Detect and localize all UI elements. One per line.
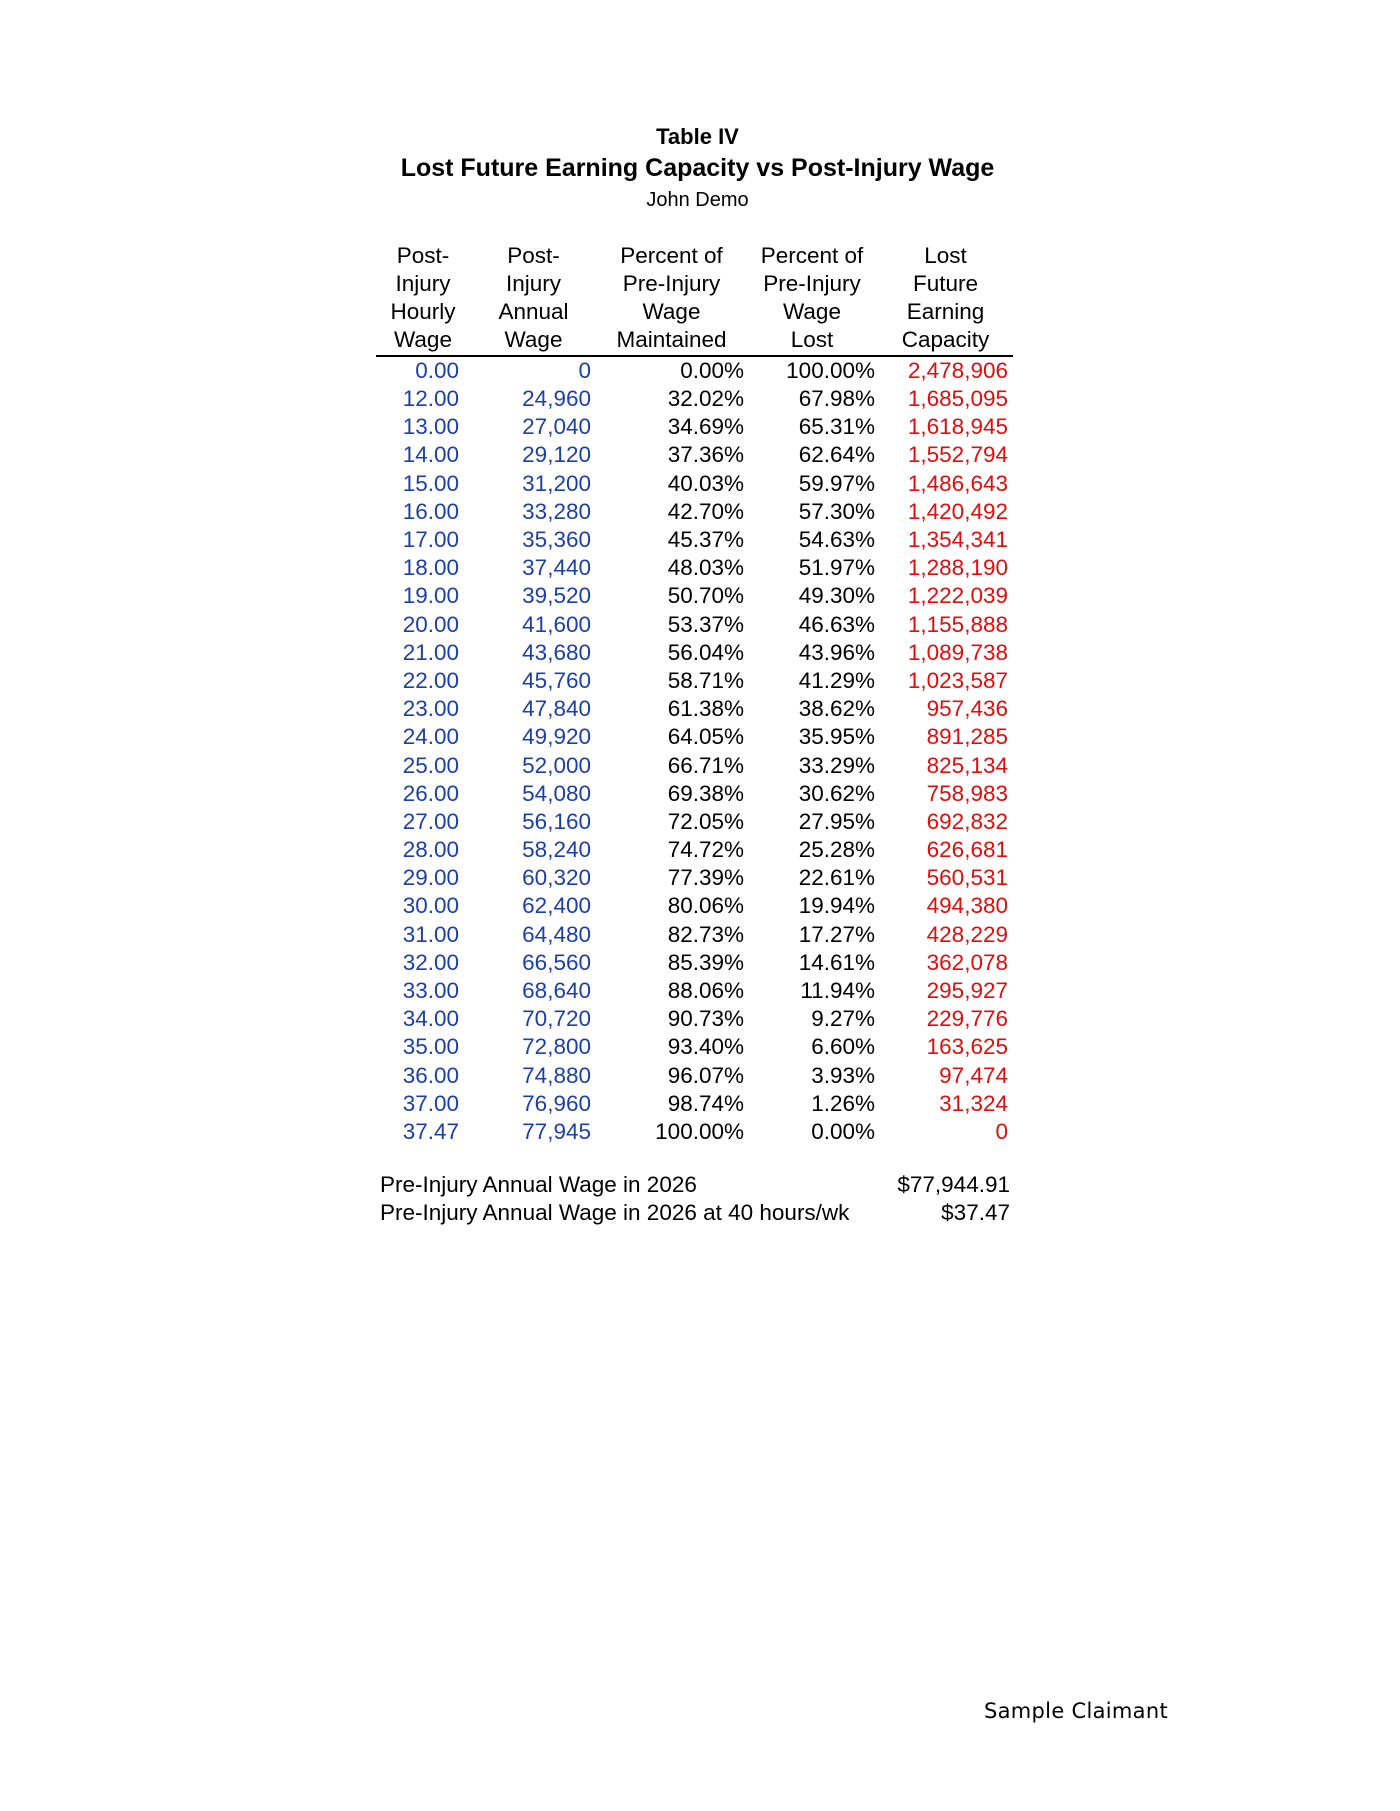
cell-percent-lost: 6.60%	[811, 1034, 875, 1060]
cell-annual-wage: 45,760	[522, 667, 591, 693]
cell-lost-capacity: 626,681	[926, 837, 1008, 863]
cell-percent-maintained: 0.00%	[680, 358, 744, 383]
cell-hourly-wage: 27.00	[402, 808, 459, 834]
cell-hourly-wage: 0.00	[415, 358, 459, 383]
column-header-line: Lost	[790, 327, 834, 352]
cell-percent-lost: 67.98%	[798, 386, 875, 412]
cell-lost-capacity: 1,354,341	[907, 527, 1008, 553]
cell-percent-lost: 51.97%	[798, 555, 875, 581]
cell-annual-wage: 39,520	[522, 583, 591, 609]
cell-percent-lost: 19.94%	[798, 893, 875, 919]
table-row	[376, 780, 1013, 808]
cell-hourly-wage: 14.00	[402, 442, 459, 468]
cell-annual-wage: 58,240	[522, 837, 591, 863]
column-header-annual-wage	[470, 242, 597, 356]
cell-hourly-wage: 20.00	[402, 611, 459, 637]
cell-hourly-wage: 12.00	[402, 386, 459, 412]
column-header-line: Future	[912, 271, 979, 296]
cell-percent-maintained: 90.73%	[667, 1006, 744, 1032]
cell-lost-capacity: 692,832	[926, 808, 1008, 834]
column-header-line: Wage	[504, 327, 563, 352]
cell-percent-lost: 57.30%	[798, 498, 875, 524]
cell-percent-maintained: 53.37%	[667, 611, 744, 637]
cell-lost-capacity: 31,324	[939, 1090, 1008, 1116]
column-header-line: Maintained	[616, 327, 727, 352]
cell-percent-lost: 33.29%	[798, 752, 875, 778]
cell-percent-lost: 54.63%	[798, 527, 875, 553]
table-row	[376, 356, 1013, 385]
table-row	[376, 1062, 1013, 1090]
cell-percent-lost: 41.29%	[798, 667, 875, 693]
cell-annual-wage: 27,040	[522, 414, 591, 440]
cell-percent-maintained: 88.06%	[667, 978, 744, 1004]
cell-annual-wage: 24,960	[522, 386, 591, 412]
cell-percent-lost: 14.61%	[798, 949, 875, 975]
cell-annual-wage: 43,680	[522, 639, 591, 665]
cell-lost-capacity: 1,089,738	[907, 639, 1008, 665]
column-header-line: Lost	[924, 243, 967, 268]
cell-percent-maintained: 48.03%	[667, 555, 744, 581]
table-row	[376, 751, 1013, 779]
cell-percent-maintained: 56.04%	[667, 639, 744, 665]
cell-percent-lost: 1.26%	[811, 1090, 875, 1116]
cell-percent-maintained: 74.72%	[667, 837, 744, 863]
cell-lost-capacity: 2,478,906	[907, 358, 1008, 383]
column-header-line: Post-	[396, 243, 450, 268]
column-header-line: Pre-Injury	[763, 271, 861, 296]
table-row	[376, 977, 1013, 1005]
cell-percent-lost: 30.62%	[798, 780, 875, 806]
table-row	[376, 808, 1013, 836]
table-row	[376, 695, 1013, 723]
table-row	[376, 723, 1013, 751]
table-row	[376, 441, 1013, 469]
table-row	[376, 554, 1013, 582]
cell-lost-capacity: 1,685,095	[907, 386, 1008, 412]
table-body	[376, 356, 1013, 1146]
cell-annual-wage: 47,840	[522, 696, 591, 722]
cell-annual-wage: 60,320	[522, 865, 591, 891]
column-header-line: Injury	[395, 271, 451, 296]
column-header-line: Annual	[498, 299, 569, 324]
cell-percent-lost: 38.62%	[798, 696, 875, 722]
cell-lost-capacity: 825,134	[926, 752, 1008, 778]
table-row	[376, 611, 1013, 639]
cell-percent-lost: 62.64%	[798, 442, 875, 468]
cell-hourly-wage: 13.00	[402, 414, 459, 440]
cell-percent-maintained: 40.03%	[667, 470, 744, 496]
cell-annual-wage: 52,000	[522, 752, 591, 778]
cell-lost-capacity: 1,155,888	[907, 611, 1008, 637]
cell-percent-maintained: 96.07%	[667, 1062, 744, 1088]
cell-lost-capacity: 163,625	[926, 1034, 1008, 1060]
cell-percent-lost: 22.61%	[798, 865, 875, 891]
cell-percent-lost: 65.31%	[798, 414, 875, 440]
cell-hourly-wage: 29.00	[402, 865, 459, 891]
cell-annual-wage: 72,800	[522, 1034, 591, 1060]
cell-hourly-wage: 21.00	[402, 639, 459, 665]
cell-percent-lost: 46.63%	[798, 611, 875, 637]
table-row	[376, 864, 1013, 892]
column-header-line: Capacity	[901, 327, 990, 352]
cell-percent-maintained: 34.69%	[667, 414, 744, 440]
cell-percent-maintained: 61.38%	[667, 696, 744, 722]
cell-hourly-wage: 37.47	[402, 1118, 459, 1144]
cell-percent-lost: 0.00%	[811, 1118, 875, 1144]
cell-annual-wage: 74,880	[522, 1062, 591, 1088]
cell-lost-capacity: 1,288,190	[907, 555, 1008, 581]
cell-lost-capacity: 494,380	[926, 893, 1008, 919]
table-row	[376, 1118, 1013, 1146]
table-label: Table IV	[656, 124, 739, 149]
cell-percent-maintained: 69.38%	[667, 780, 744, 806]
table-row	[376, 385, 1013, 413]
cell-hourly-wage: 22.00	[402, 667, 459, 693]
column-header-line: Pre-Injury	[622, 271, 721, 296]
cell-annual-wage: 68,640	[522, 978, 591, 1004]
cell-percent-maintained: 72.05%	[667, 808, 744, 834]
cell-percent-maintained: 85.39%	[667, 949, 744, 975]
table-row	[376, 582, 1013, 610]
cell-annual-wage: 62,400	[522, 893, 591, 919]
cell-percent-lost: 49.30%	[798, 583, 875, 609]
column-header-hourly-wage	[376, 242, 470, 356]
column-header-line: Post-	[507, 243, 560, 268]
cell-annual-wage: 77,945	[522, 1118, 591, 1144]
cell-percent-lost: 59.97%	[798, 470, 875, 496]
column-header-lost-capacity	[878, 242, 1013, 356]
table-row	[376, 470, 1013, 498]
cell-hourly-wage: 34.00	[402, 1006, 459, 1032]
table-row	[376, 413, 1013, 441]
cell-hourly-wage: 23.00	[402, 696, 459, 722]
cell-hourly-wage: 35.00	[402, 1034, 459, 1060]
cell-hourly-wage: 19.00	[402, 583, 459, 609]
table-row	[376, 1005, 1013, 1033]
cell-percent-maintained: 93.40%	[667, 1034, 744, 1060]
cell-lost-capacity: 1,420,492	[907, 498, 1008, 524]
table-row	[376, 949, 1013, 977]
column-header-line: Injury	[505, 271, 562, 296]
cell-annual-wage: 0	[578, 358, 591, 383]
cell-annual-wage: 33,280	[522, 498, 591, 524]
footer-text: Sample Claimant	[984, 1699, 1168, 1723]
cell-annual-wage: 70,720	[522, 1006, 591, 1032]
table-row	[376, 639, 1013, 667]
cell-lost-capacity: 957,436	[926, 696, 1008, 722]
cell-annual-wage: 37,440	[522, 555, 591, 581]
column-header-line: Wage	[394, 327, 452, 352]
cell-percent-lost: 11.94%	[800, 978, 875, 1004]
table-row	[376, 498, 1013, 526]
cell-hourly-wage: 16.00	[402, 498, 459, 524]
cell-hourly-wage: 32.00	[402, 949, 459, 975]
cell-percent-maintained: 50.70%	[667, 583, 744, 609]
cell-lost-capacity: 1,618,945	[907, 414, 1008, 440]
table-row	[376, 892, 1013, 920]
cell-percent-lost: 3.93%	[811, 1062, 875, 1088]
cell-lost-capacity: 428,229	[926, 921, 1008, 947]
cell-percent-maintained: 100.00%	[655, 1118, 744, 1144]
cell-annual-wage: 31,200	[522, 470, 591, 496]
column-header-line: Hourly	[390, 299, 456, 324]
cell-percent-lost: 43.96%	[798, 639, 875, 665]
cell-percent-maintained: 37.36%	[667, 442, 744, 468]
cell-lost-capacity: 560,531	[926, 865, 1008, 891]
cell-hourly-wage: 33.00	[402, 978, 459, 1004]
cell-lost-capacity: 1,023,587	[907, 667, 1008, 693]
earning-capacity-table	[376, 242, 1013, 1146]
cell-annual-wage: 49,920	[522, 724, 591, 750]
cell-percent-lost: 9.27%	[811, 1006, 875, 1032]
column-header-percent-lost	[746, 242, 878, 356]
cell-percent-maintained: 77.39%	[667, 865, 744, 891]
cell-hourly-wage: 26.00	[402, 780, 459, 806]
cell-percent-maintained: 82.73%	[667, 921, 744, 947]
summary-hourly-value: $37.47	[941, 1200, 1010, 1225]
cell-lost-capacity: 1,222,039	[907, 583, 1008, 609]
column-header-percent-maintained	[597, 242, 746, 356]
cell-annual-wage: 64,480	[522, 921, 591, 947]
cell-percent-lost: 100.00%	[786, 358, 875, 383]
cell-percent-maintained: 58.71%	[667, 667, 744, 693]
table-row	[376, 836, 1013, 864]
table-row	[376, 526, 1013, 554]
header-row	[376, 242, 1013, 356]
cell-lost-capacity: 362,078	[926, 949, 1008, 975]
cell-percent-lost: 35.95%	[798, 724, 875, 750]
cell-percent-maintained: 32.02%	[667, 386, 744, 412]
cell-hourly-wage: 17.00	[402, 527, 459, 553]
cell-percent-lost: 25.28%	[798, 837, 875, 863]
cell-lost-capacity: 1,486,643	[907, 470, 1008, 496]
table-row	[376, 921, 1013, 949]
page-title: Lost Future Earning Capacity vs Post-Injury Wage	[400, 154, 995, 182]
cell-lost-capacity: 0	[995, 1118, 1008, 1144]
cell-hourly-wage: 15.00	[402, 470, 459, 496]
cell-percent-lost: 27.95%	[798, 808, 875, 834]
column-header-line: Percent of	[620, 243, 723, 268]
cell-lost-capacity: 229,776	[926, 1006, 1008, 1032]
table-row	[376, 667, 1013, 695]
cell-annual-wage: 29,120	[522, 442, 591, 468]
cell-percent-maintained: 64.05%	[667, 724, 744, 750]
cell-percent-maintained: 42.70%	[667, 498, 744, 524]
cell-percent-maintained: 98.74%	[667, 1090, 744, 1116]
cell-hourly-wage: 37.00	[402, 1090, 459, 1116]
cell-lost-capacity: 891,285	[926, 724, 1008, 750]
cell-hourly-wage: 18.00	[402, 555, 459, 581]
cell-annual-wage: 35,360	[522, 527, 591, 553]
cell-annual-wage: 76,960	[522, 1090, 591, 1116]
cell-lost-capacity: 1,552,794	[907, 442, 1008, 468]
table-row	[376, 1033, 1013, 1061]
column-header-line: Wage	[642, 299, 701, 324]
cell-percent-maintained: 66.71%	[667, 752, 744, 778]
cell-annual-wage: 41,600	[522, 611, 591, 637]
summary-hourly-label: Pre-Injury Annual Wage in 2026 at 40 hours/wk	[380, 1200, 850, 1225]
cell-hourly-wage: 25.00	[402, 752, 459, 778]
claimant-name: John Demo	[646, 189, 749, 211]
cell-hourly-wage: 24.00	[402, 724, 459, 750]
cell-hourly-wage: 36.00	[402, 1062, 459, 1088]
column-header-line: Earning	[906, 299, 985, 324]
summary-annual-value: $77,944.91	[897, 1172, 1010, 1197]
cell-annual-wage: 66,560	[522, 949, 591, 975]
cell-annual-wage: 56,160	[522, 808, 591, 834]
cell-annual-wage: 54,080	[522, 780, 591, 806]
cell-hourly-wage: 28.00	[402, 837, 459, 863]
summary-annual-label: Pre-Injury Annual Wage in 2026	[380, 1172, 697, 1197]
column-header-line: Wage	[783, 299, 841, 324]
cell-percent-maintained: 45.37%	[667, 527, 744, 553]
cell-lost-capacity: 295,927	[926, 978, 1008, 1004]
cell-percent-lost: 17.27%	[798, 921, 875, 947]
table-header	[376, 242, 1013, 356]
cell-percent-maintained: 80.06%	[667, 893, 744, 919]
table-row	[376, 1090, 1013, 1118]
column-header-line: Percent of	[760, 243, 864, 268]
cell-lost-capacity: 97,474	[939, 1062, 1008, 1088]
cell-lost-capacity: 758,983	[926, 780, 1008, 806]
cell-hourly-wage: 31.00	[402, 921, 459, 947]
cell-hourly-wage: 30.00	[402, 893, 459, 919]
